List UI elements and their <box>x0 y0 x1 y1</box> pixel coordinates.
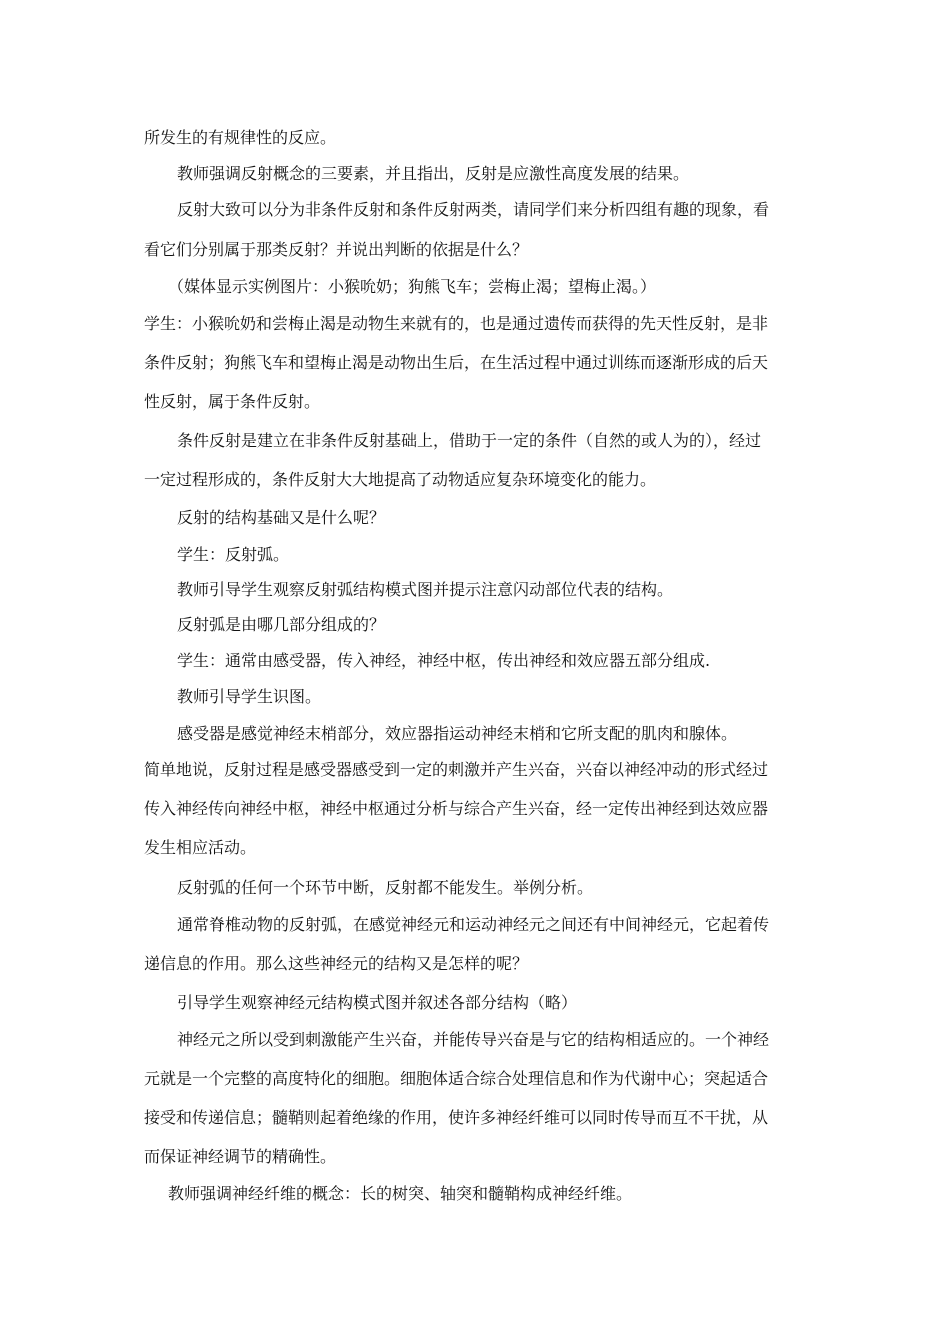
text-line: 条件反射；狗熊飞车和望梅止渴是动物出生后，在生活过程中通过训练而逐渐形成的后天 <box>144 353 769 372</box>
text-line: 性反射，属于条件反射。 <box>144 392 321 411</box>
text-line: 反射弧的任何一个环节中断，反射都不能发生。举例分析。 <box>177 878 594 897</box>
text-line: 反射弧是由哪几部分组成的？ <box>177 615 386 634</box>
text-line: 教师引导学生识图。 <box>177 687 322 706</box>
text-line: 条件反射是建立在非条件反射基础上，借助于一定的条件（自然的或人为的），经过 <box>177 431 762 450</box>
text-line: 一定过程形成的，条件反射大大地提高了动物适应复杂环境变化的能力。 <box>144 470 657 489</box>
text-line: 反射大致可以分为非条件反射和条件反射两类，请同学们来分析四组有趣的现象，看 <box>177 200 770 219</box>
text-line: 元就是一个完整的高度特化的细胞。细胞体适合综合处理信息和作为代谢中心；突起适合 <box>144 1069 769 1088</box>
text-line: 看它们分别属于那类反射？并说出判断的依据是什么？ <box>144 240 529 259</box>
text-line: （媒体显示实例图片：小猴吮奶；狗熊飞车；尝梅止渴；望梅止渴。） <box>168 277 657 296</box>
text-line: 感受器是感觉神经末梢部分，效应器指运动神经末梢和它所支配的肌肉和腺体。 <box>177 724 738 743</box>
text-line: 神经元之所以受到刺激能产生兴奋，并能传导兴奋是与它的结构相适应的。一个神经 <box>177 1030 770 1049</box>
text-line: 所发生的有规律性的反应。 <box>144 128 337 147</box>
text-line: 传入神经传向神经中枢，神经中枢通过分析与综合产生兴奋，经一定传出神经到达效应器 <box>144 799 769 818</box>
text-line: 教师强调反射概念的三要素，并且指出，反射是应激性高度发展的结果。 <box>177 164 690 183</box>
text-line: 通常脊椎动物的反射弧，在感觉神经元和运动神经元之间还有中间神经元，它起着传 <box>177 915 770 934</box>
text-line: 简单地说，反射过程是感受器感受到一定的刺激并产生兴奋，兴奋以神经冲动的形式经过 <box>144 760 769 779</box>
text-line: 学生：小猴吮奶和尝梅止渴是动物生来就有的，也是通过遗传而获得的先天性反射，是非 <box>144 314 769 333</box>
text-line: 学生：通常由感受器，传入神经，神经中枢，传出神经和效应器五部分组成. <box>177 651 711 670</box>
text-line: 教师强调神经纤维的概念：长的树突、轴突和髓鞘构成神经纤维。 <box>168 1184 633 1203</box>
text-line: 学生：反射弧。 <box>177 545 290 564</box>
text-line: 引导学生观察神经元结构模式图并叙述各部分结构（略） <box>177 993 578 1012</box>
text-line: 而保证神经调节的精确性。 <box>144 1147 337 1166</box>
text-line: 教师引导学生观察反射弧结构模式图并提示注意闪动部位代表的结构。 <box>177 580 674 599</box>
text-line: 递信息的作用。那么这些神经元的结构又是怎样的呢？ <box>144 954 529 973</box>
text-line: 接受和传递信息；髓鞘则起着绝缘的作用，使许多神经纤维可以同时传导而互不干扰，从 <box>144 1108 769 1127</box>
text-line: 反射的结构基础又是什么呢？ <box>177 508 386 527</box>
text-line: 发生相应活动。 <box>144 838 257 857</box>
